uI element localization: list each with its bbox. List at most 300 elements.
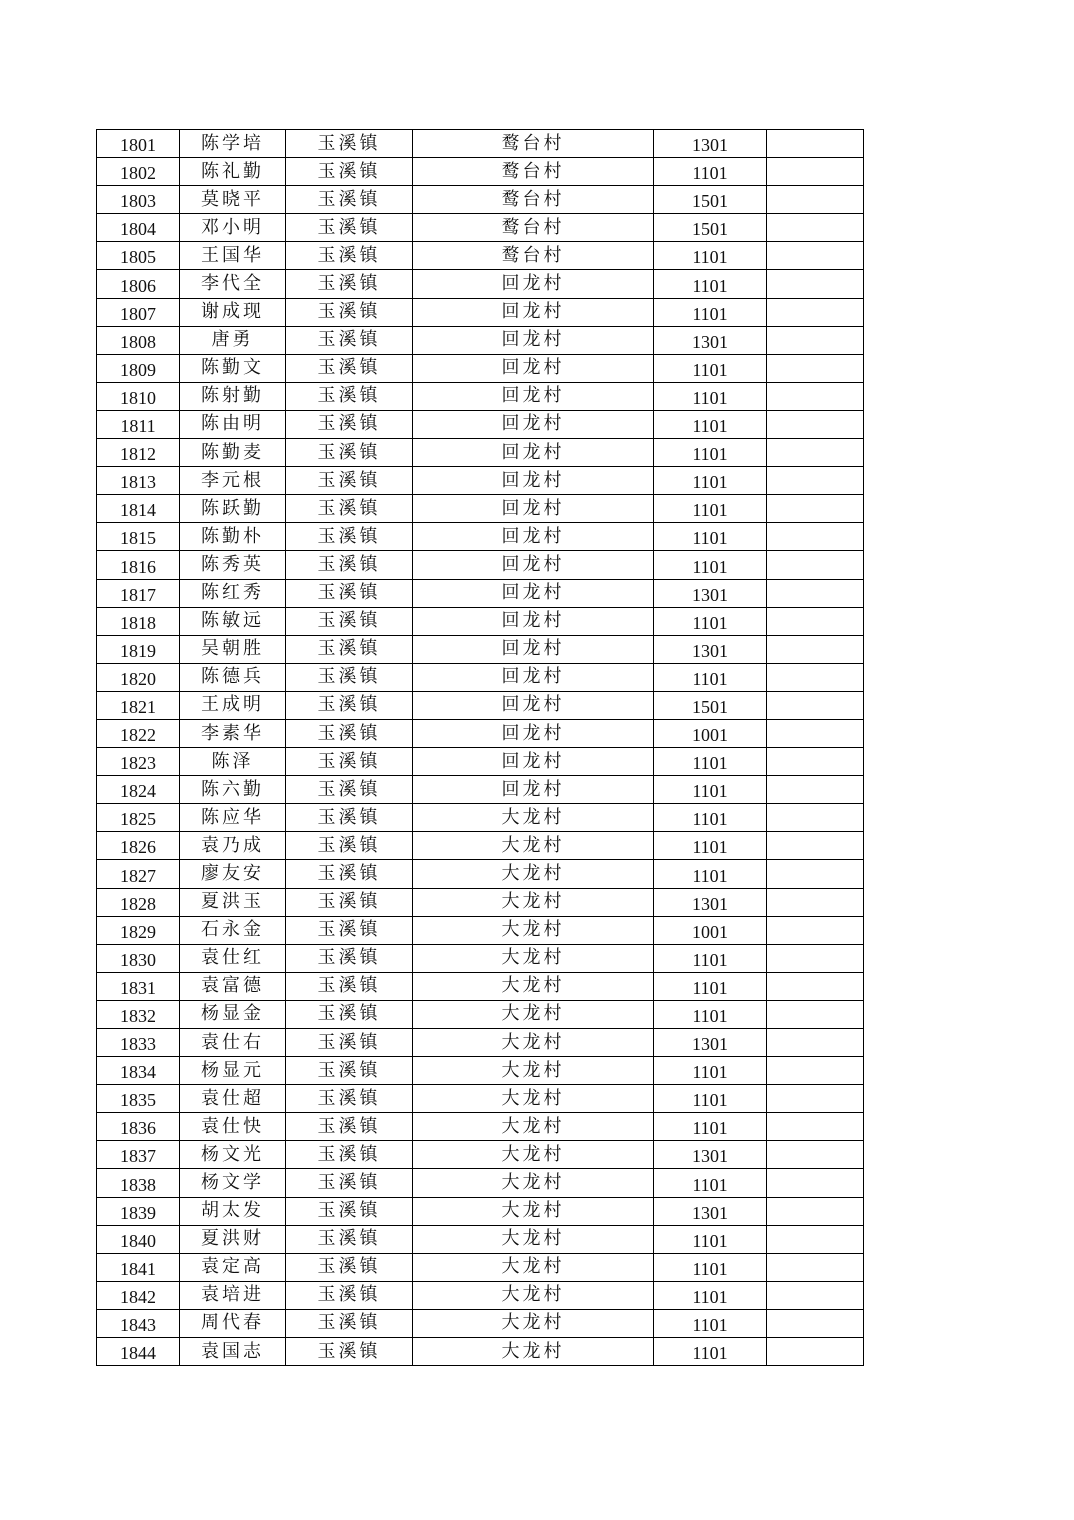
code-cell: 1101 xyxy=(654,467,767,495)
village-cell: 大龙村 xyxy=(413,1000,654,1028)
village-cell: 回龙村 xyxy=(413,382,654,410)
record-number-cell: 1838 xyxy=(97,1169,180,1197)
record-number-cell: 1837 xyxy=(97,1141,180,1169)
town-cell: 玉溪镇 xyxy=(286,1029,413,1057)
blank-cell xyxy=(767,130,864,158)
town-cell: 玉溪镇 xyxy=(286,1113,413,1141)
record-number-cell: 1839 xyxy=(97,1197,180,1225)
table-row xyxy=(97,1169,864,1197)
person-name-cell: 陈学培 xyxy=(180,130,286,158)
blank-cell xyxy=(767,326,864,354)
town-cell: 玉溪镇 xyxy=(286,691,413,719)
record-number-cell: 1827 xyxy=(97,860,180,888)
village-cell: 回龙村 xyxy=(413,467,654,495)
code-cell: 1301 xyxy=(654,888,767,916)
town-cell: 玉溪镇 xyxy=(286,860,413,888)
table-row xyxy=(97,467,864,495)
village-cell: 大龙村 xyxy=(413,860,654,888)
person-name-cell: 周代春 xyxy=(180,1309,286,1337)
village-cell: 回龙村 xyxy=(413,635,654,663)
code-cell: 1101 xyxy=(654,298,767,326)
record-number-cell: 1816 xyxy=(97,551,180,579)
village-cell: 大龙村 xyxy=(413,888,654,916)
village-cell: 大龙村 xyxy=(413,804,654,832)
village-cell: 回龙村 xyxy=(413,663,654,691)
village-cell: 大龙村 xyxy=(413,944,654,972)
record-number-cell: 1841 xyxy=(97,1253,180,1281)
person-name-cell: 石永金 xyxy=(180,916,286,944)
person-name-cell: 唐勇 xyxy=(180,326,286,354)
table-row xyxy=(97,186,864,214)
blank-cell xyxy=(767,972,864,1000)
code-cell: 1101 xyxy=(654,972,767,1000)
village-cell: 回龙村 xyxy=(413,551,654,579)
person-name-cell: 陈勤麦 xyxy=(180,439,286,467)
code-cell: 1101 xyxy=(654,1169,767,1197)
table-row xyxy=(97,1281,864,1309)
table-row xyxy=(97,916,864,944)
blank-cell xyxy=(767,467,864,495)
town-cell: 玉溪镇 xyxy=(286,298,413,326)
code-cell: 1101 xyxy=(654,270,767,298)
record-number-cell: 1821 xyxy=(97,691,180,719)
blank-cell xyxy=(767,916,864,944)
table-row xyxy=(97,748,864,776)
town-cell: 玉溪镇 xyxy=(286,1338,413,1366)
record-number-cell: 1820 xyxy=(97,663,180,691)
table-row xyxy=(97,158,864,186)
village-cell: 回龙村 xyxy=(413,410,654,438)
record-number-cell: 1825 xyxy=(97,804,180,832)
record-number-cell: 1803 xyxy=(97,186,180,214)
blank-cell xyxy=(767,158,864,186)
record-number-cell: 1804 xyxy=(97,214,180,242)
table-row xyxy=(97,242,864,270)
record-number-cell: 1842 xyxy=(97,1281,180,1309)
code-cell: 1101 xyxy=(654,1113,767,1141)
person-name-cell: 杨文光 xyxy=(180,1141,286,1169)
blank-cell xyxy=(767,1281,864,1309)
blank-cell xyxy=(767,495,864,523)
record-number-cell: 1809 xyxy=(97,354,180,382)
town-cell: 玉溪镇 xyxy=(286,1281,413,1309)
person-name-cell: 廖友安 xyxy=(180,860,286,888)
village-cell: 大龙村 xyxy=(413,1169,654,1197)
blank-cell xyxy=(767,1197,864,1225)
blank-cell xyxy=(767,635,864,663)
town-cell: 玉溪镇 xyxy=(286,972,413,1000)
code-cell: 1301 xyxy=(654,579,767,607)
code-cell: 1301 xyxy=(654,1141,767,1169)
record-number-cell: 1824 xyxy=(97,776,180,804)
person-name-cell: 袁仕右 xyxy=(180,1029,286,1057)
village-cell: 大龙村 xyxy=(413,916,654,944)
village-cell: 回龙村 xyxy=(413,607,654,635)
table-row xyxy=(97,439,864,467)
code-cell: 1501 xyxy=(654,214,767,242)
town-cell: 玉溪镇 xyxy=(286,579,413,607)
blank-cell xyxy=(767,1225,864,1253)
code-cell: 1101 xyxy=(654,607,767,635)
blank-cell xyxy=(767,270,864,298)
record-number-cell: 1807 xyxy=(97,298,180,326)
village-cell: 回龙村 xyxy=(413,495,654,523)
code-cell: 1301 xyxy=(654,1029,767,1057)
blank-cell xyxy=(767,607,864,635)
town-cell: 玉溪镇 xyxy=(286,186,413,214)
town-cell: 玉溪镇 xyxy=(286,495,413,523)
blank-cell xyxy=(767,551,864,579)
code-cell: 1101 xyxy=(654,1281,767,1309)
person-name-cell: 李素华 xyxy=(180,719,286,747)
code-cell: 1101 xyxy=(654,1309,767,1337)
village-cell: 大龙村 xyxy=(413,972,654,1000)
person-name-cell: 夏洪玉 xyxy=(180,888,286,916)
record-number-cell: 1805 xyxy=(97,242,180,270)
table-row xyxy=(97,607,864,635)
table-row xyxy=(97,860,864,888)
table-row xyxy=(97,579,864,607)
code-cell: 1101 xyxy=(654,523,767,551)
table-row xyxy=(97,495,864,523)
records-table-body xyxy=(97,130,864,1366)
town-cell: 玉溪镇 xyxy=(286,748,413,776)
code-cell: 1301 xyxy=(654,130,767,158)
village-cell: 回龙村 xyxy=(413,719,654,747)
record-number-cell: 1835 xyxy=(97,1085,180,1113)
village-cell: 鹜台村 xyxy=(413,130,654,158)
record-number-cell: 1815 xyxy=(97,523,180,551)
person-name-cell: 陈跃勤 xyxy=(180,495,286,523)
code-cell: 1501 xyxy=(654,691,767,719)
town-cell: 玉溪镇 xyxy=(286,354,413,382)
person-name-cell: 陈应华 xyxy=(180,804,286,832)
table-row xyxy=(97,972,864,1000)
person-name-cell: 陈敏远 xyxy=(180,607,286,635)
table-row xyxy=(97,523,864,551)
village-cell: 大龙村 xyxy=(413,1029,654,1057)
code-cell: 1101 xyxy=(654,944,767,972)
blank-cell xyxy=(767,719,864,747)
table-row xyxy=(97,326,864,354)
town-cell: 玉溪镇 xyxy=(286,214,413,242)
record-number-cell: 1830 xyxy=(97,944,180,972)
record-number-cell: 1836 xyxy=(97,1113,180,1141)
table-row xyxy=(97,270,864,298)
table-row xyxy=(97,888,864,916)
person-name-cell: 陈射勤 xyxy=(180,382,286,410)
table-row xyxy=(97,804,864,832)
code-cell: 1301 xyxy=(654,1197,767,1225)
record-number-cell: 1829 xyxy=(97,916,180,944)
person-name-cell: 李元根 xyxy=(180,467,286,495)
table-row xyxy=(97,382,864,410)
town-cell: 玉溪镇 xyxy=(286,326,413,354)
person-name-cell: 陈由明 xyxy=(180,410,286,438)
person-name-cell: 李代全 xyxy=(180,270,286,298)
code-cell: 1101 xyxy=(654,1338,767,1366)
town-cell: 玉溪镇 xyxy=(286,1141,413,1169)
person-name-cell: 袁乃成 xyxy=(180,832,286,860)
village-cell: 大龙村 xyxy=(413,832,654,860)
code-cell: 1101 xyxy=(654,495,767,523)
village-cell: 回龙村 xyxy=(413,439,654,467)
table-row xyxy=(97,635,864,663)
code-cell: 1101 xyxy=(654,1057,767,1085)
record-number-cell: 1808 xyxy=(97,326,180,354)
village-cell: 鹜台村 xyxy=(413,186,654,214)
table-row xyxy=(97,1029,864,1057)
town-cell: 玉溪镇 xyxy=(286,916,413,944)
record-number-cell: 1843 xyxy=(97,1309,180,1337)
blank-cell xyxy=(767,439,864,467)
town-cell: 玉溪镇 xyxy=(286,382,413,410)
blank-cell xyxy=(767,410,864,438)
table-row xyxy=(97,691,864,719)
person-name-cell: 王成明 xyxy=(180,691,286,719)
record-number-cell: 1806 xyxy=(97,270,180,298)
record-number-cell: 1801 xyxy=(97,130,180,158)
village-cell: 大龙村 xyxy=(413,1225,654,1253)
code-cell: 1101 xyxy=(654,663,767,691)
blank-cell xyxy=(767,944,864,972)
town-cell: 玉溪镇 xyxy=(286,607,413,635)
village-cell: 回龙村 xyxy=(413,326,654,354)
table-row xyxy=(97,410,864,438)
person-name-cell: 袁培进 xyxy=(180,1281,286,1309)
table-row xyxy=(97,1000,864,1028)
code-cell: 1001 xyxy=(654,916,767,944)
blank-cell xyxy=(767,1169,864,1197)
town-cell: 玉溪镇 xyxy=(286,1309,413,1337)
person-name-cell: 袁富德 xyxy=(180,972,286,1000)
town-cell: 玉溪镇 xyxy=(286,1225,413,1253)
town-cell: 玉溪镇 xyxy=(286,1000,413,1028)
village-cell: 回龙村 xyxy=(413,691,654,719)
table-row xyxy=(97,944,864,972)
person-name-cell: 莫晓平 xyxy=(180,186,286,214)
village-cell: 回龙村 xyxy=(413,776,654,804)
town-cell: 玉溪镇 xyxy=(286,1169,413,1197)
record-number-cell: 1840 xyxy=(97,1225,180,1253)
blank-cell xyxy=(767,1309,864,1337)
table-row xyxy=(97,1225,864,1253)
record-number-cell: 1813 xyxy=(97,467,180,495)
person-name-cell: 谢成现 xyxy=(180,298,286,326)
person-name-cell: 王国华 xyxy=(180,242,286,270)
town-cell: 玉溪镇 xyxy=(286,1253,413,1281)
record-number-cell: 1819 xyxy=(97,635,180,663)
town-cell: 玉溪镇 xyxy=(286,635,413,663)
person-name-cell: 杨文学 xyxy=(180,1169,286,1197)
person-name-cell: 杨显金 xyxy=(180,1000,286,1028)
town-cell: 玉溪镇 xyxy=(286,467,413,495)
record-number-cell: 1812 xyxy=(97,439,180,467)
record-number-cell: 1834 xyxy=(97,1057,180,1085)
code-cell: 1101 xyxy=(654,1225,767,1253)
town-cell: 玉溪镇 xyxy=(286,719,413,747)
blank-cell xyxy=(767,860,864,888)
blank-cell xyxy=(767,1029,864,1057)
person-name-cell: 陈秀英 xyxy=(180,551,286,579)
blank-cell xyxy=(767,579,864,607)
record-number-cell: 1818 xyxy=(97,607,180,635)
record-number-cell: 1817 xyxy=(97,579,180,607)
table-row xyxy=(97,776,864,804)
table-row xyxy=(97,1113,864,1141)
person-name-cell: 袁仕超 xyxy=(180,1085,286,1113)
code-cell: 1101 xyxy=(654,1000,767,1028)
blank-cell xyxy=(767,186,864,214)
code-cell: 1301 xyxy=(654,635,767,663)
town-cell: 玉溪镇 xyxy=(286,270,413,298)
town-cell: 玉溪镇 xyxy=(286,1085,413,1113)
person-name-cell: 夏洪财 xyxy=(180,1225,286,1253)
blank-cell xyxy=(767,748,864,776)
village-cell: 大龙村 xyxy=(413,1253,654,1281)
table-row xyxy=(97,1057,864,1085)
blank-cell xyxy=(767,804,864,832)
town-cell: 玉溪镇 xyxy=(286,663,413,691)
village-cell: 回龙村 xyxy=(413,579,654,607)
code-cell: 1501 xyxy=(654,186,767,214)
record-number-cell: 1831 xyxy=(97,972,180,1000)
table-row xyxy=(97,214,864,242)
town-cell: 玉溪镇 xyxy=(286,523,413,551)
code-cell: 1101 xyxy=(654,832,767,860)
table-row xyxy=(97,832,864,860)
table-row xyxy=(97,551,864,579)
person-name-cell: 陈勤文 xyxy=(180,354,286,382)
blank-cell xyxy=(767,242,864,270)
village-cell: 回龙村 xyxy=(413,270,654,298)
town-cell: 玉溪镇 xyxy=(286,804,413,832)
blank-cell xyxy=(767,1141,864,1169)
town-cell: 玉溪镇 xyxy=(286,410,413,438)
code-cell: 1101 xyxy=(654,382,767,410)
person-name-cell: 袁仕红 xyxy=(180,944,286,972)
record-number-cell: 1822 xyxy=(97,719,180,747)
blank-cell xyxy=(767,1000,864,1028)
code-cell: 1101 xyxy=(654,354,767,382)
town-cell: 玉溪镇 xyxy=(286,776,413,804)
blank-cell xyxy=(767,354,864,382)
table-row xyxy=(97,298,864,326)
village-cell: 回龙村 xyxy=(413,523,654,551)
record-number-cell: 1828 xyxy=(97,888,180,916)
code-cell: 1101 xyxy=(654,1253,767,1281)
code-cell: 1101 xyxy=(654,804,767,832)
village-cell: 鹜台村 xyxy=(413,242,654,270)
person-name-cell: 陈礼勤 xyxy=(180,158,286,186)
village-cell: 回龙村 xyxy=(413,298,654,326)
record-number-cell: 1826 xyxy=(97,832,180,860)
person-name-cell: 陈六勤 xyxy=(180,776,286,804)
town-cell: 玉溪镇 xyxy=(286,1197,413,1225)
record-sheet xyxy=(96,129,864,1366)
town-cell: 玉溪镇 xyxy=(286,242,413,270)
village-cell: 大龙村 xyxy=(413,1057,654,1085)
record-number-cell: 1832 xyxy=(97,1000,180,1028)
village-cell: 鹜台村 xyxy=(413,214,654,242)
town-cell: 玉溪镇 xyxy=(286,439,413,467)
person-name-cell: 杨显元 xyxy=(180,1057,286,1085)
person-name-cell: 胡太发 xyxy=(180,1197,286,1225)
blank-cell xyxy=(767,523,864,551)
table-row xyxy=(97,1253,864,1281)
code-cell: 1301 xyxy=(654,326,767,354)
table-row xyxy=(97,130,864,158)
town-cell: 玉溪镇 xyxy=(286,551,413,579)
code-cell: 1101 xyxy=(654,158,767,186)
table-row xyxy=(97,1197,864,1225)
blank-cell xyxy=(767,888,864,916)
code-cell: 1101 xyxy=(654,1085,767,1113)
blank-cell xyxy=(767,691,864,719)
blank-cell xyxy=(767,832,864,860)
blank-cell xyxy=(767,1085,864,1113)
town-cell: 玉溪镇 xyxy=(286,832,413,860)
code-cell: 1001 xyxy=(654,719,767,747)
town-cell: 玉溪镇 xyxy=(286,944,413,972)
village-cell: 大龙村 xyxy=(413,1338,654,1366)
blank-cell xyxy=(767,1057,864,1085)
person-name-cell: 陈德兵 xyxy=(180,663,286,691)
village-cell: 回龙村 xyxy=(413,748,654,776)
person-name-cell: 陈勤朴 xyxy=(180,523,286,551)
record-number-cell: 1844 xyxy=(97,1338,180,1366)
person-name-cell: 邓小明 xyxy=(180,214,286,242)
record-number-cell: 1833 xyxy=(97,1029,180,1057)
table-row xyxy=(97,354,864,382)
person-name-cell: 陈泽 xyxy=(180,748,286,776)
blank-cell xyxy=(767,1253,864,1281)
village-cell: 大龙村 xyxy=(413,1113,654,1141)
person-name-cell: 袁国志 xyxy=(180,1338,286,1366)
table-row xyxy=(97,1309,864,1337)
record-number-cell: 1823 xyxy=(97,748,180,776)
person-name-cell: 陈红秀 xyxy=(180,579,286,607)
town-cell: 玉溪镇 xyxy=(286,158,413,186)
table-row xyxy=(97,719,864,747)
blank-cell xyxy=(767,1113,864,1141)
town-cell: 玉溪镇 xyxy=(286,888,413,916)
village-cell: 鹜台村 xyxy=(413,158,654,186)
blank-cell xyxy=(767,663,864,691)
code-cell: 1101 xyxy=(654,410,767,438)
code-cell: 1101 xyxy=(654,748,767,776)
blank-cell xyxy=(767,298,864,326)
table-row xyxy=(97,1141,864,1169)
village-cell: 大龙村 xyxy=(413,1141,654,1169)
code-cell: 1101 xyxy=(654,242,767,270)
town-cell: 玉溪镇 xyxy=(286,130,413,158)
record-number-cell: 1810 xyxy=(97,382,180,410)
blank-cell xyxy=(767,382,864,410)
record-number-cell: 1814 xyxy=(97,495,180,523)
village-cell: 回龙村 xyxy=(413,354,654,382)
table-row xyxy=(97,663,864,691)
village-cell: 大龙村 xyxy=(413,1309,654,1337)
person-name-cell: 袁定高 xyxy=(180,1253,286,1281)
record-number-cell: 1811 xyxy=(97,410,180,438)
town-cell: 玉溪镇 xyxy=(286,1057,413,1085)
code-cell: 1101 xyxy=(654,860,767,888)
village-cell: 大龙村 xyxy=(413,1197,654,1225)
person-name-cell: 袁仕快 xyxy=(180,1113,286,1141)
table-row xyxy=(97,1338,864,1366)
blank-cell xyxy=(767,1338,864,1366)
